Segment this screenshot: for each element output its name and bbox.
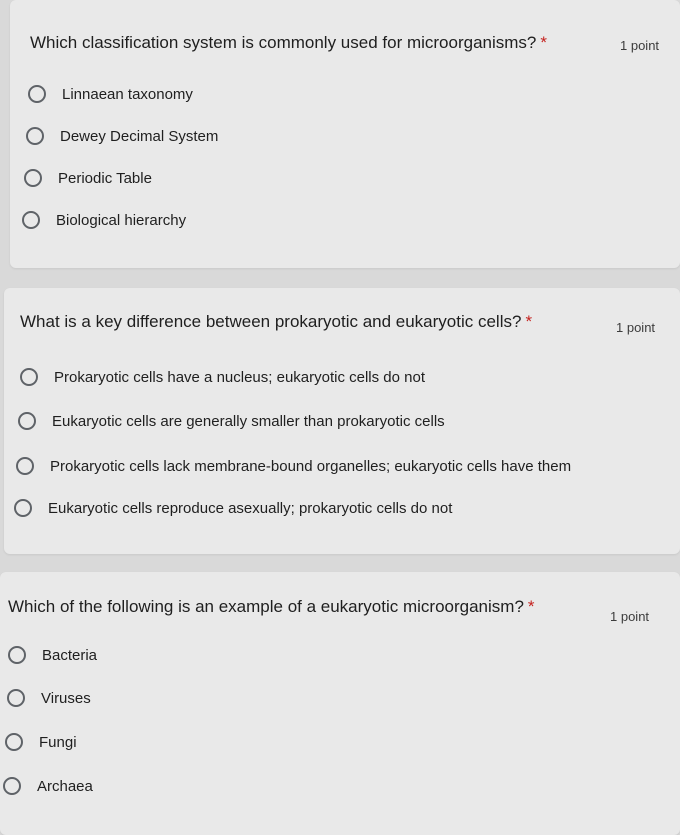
option-eukaryotic-smaller[interactable] [18, 412, 445, 430]
option-label: Prokaryotic cells have a nucleus; eukaryotic cells do not [54, 368, 426, 386]
question-text: Which classification system is commonly used for microorganisms? [30, 33, 537, 52]
option-dewey-decimal-system[interactable] [26, 127, 218, 145]
question-card-3 [0, 572, 680, 835]
option-prokaryotic-lack-organelles[interactable] [16, 457, 571, 475]
question-points: 1 point [610, 609, 650, 624]
question-text: What is a key difference between prokaryotic and eukaryotic cells? [20, 312, 522, 331]
option-label: Bacteria [42, 646, 98, 664]
option-label: Linnaean taxonomy [62, 85, 193, 103]
radio-button[interactable] [22, 211, 40, 229]
option-linnaean-taxonomy[interactable] [28, 85, 193, 103]
option-label: Periodic Table [58, 169, 152, 187]
radio-button[interactable] [26, 127, 44, 145]
radio-button[interactable] [24, 169, 42, 187]
required-asterisk: * [525, 312, 533, 331]
option-label: Biological hierarchy [56, 211, 187, 229]
question-title [30, 32, 547, 54]
option-label: Fungi [39, 733, 77, 751]
radio-button[interactable] [20, 368, 38, 386]
option-bacteria[interactable] [8, 646, 97, 664]
radio-button[interactable] [5, 733, 23, 751]
question-points: 1 point [616, 320, 656, 335]
option-periodic-table[interactable] [24, 169, 152, 187]
option-viruses[interactable] [7, 689, 91, 707]
question-points: 1 point [620, 38, 660, 53]
radio-button[interactable] [3, 777, 21, 795]
question-title [8, 596, 535, 618]
option-eukaryotic-asexual[interactable] [14, 499, 452, 517]
option-label: Dewey Decimal System [60, 127, 219, 145]
question-text: Which of the following is an example of a eukaryotic microorganism? [8, 597, 524, 616]
required-asterisk: * [540, 33, 547, 52]
option-prokaryotic-have-nucleus[interactable] [20, 368, 425, 386]
radio-button[interactable] [18, 412, 36, 430]
required-asterisk: * [527, 597, 535, 616]
option-archaea[interactable] [3, 777, 93, 795]
option-label: Eukaryotic cells reproduce asexually; prokaryotic cells do not [48, 499, 453, 517]
radio-button[interactable] [28, 85, 46, 103]
option-label: Viruses [41, 689, 91, 707]
option-biological-hierarchy[interactable] [22, 211, 186, 229]
question-card-1 [10, 0, 680, 268]
option-label: Archaea [37, 777, 93, 795]
option-label: Eukaryotic cells are generally smaller than prokaryotic cells [52, 412, 445, 430]
radio-button[interactable] [7, 689, 25, 707]
radio-button[interactable] [8, 646, 26, 664]
question-title [20, 311, 532, 333]
option-fungi[interactable] [5, 733, 77, 751]
radio-button[interactable] [14, 499, 32, 517]
option-label: Prokaryotic cells lack membrane-bound organelles; eukaryotic cells have them [50, 457, 572, 475]
question-card-2 [4, 288, 680, 554]
radio-button[interactable] [16, 457, 34, 475]
